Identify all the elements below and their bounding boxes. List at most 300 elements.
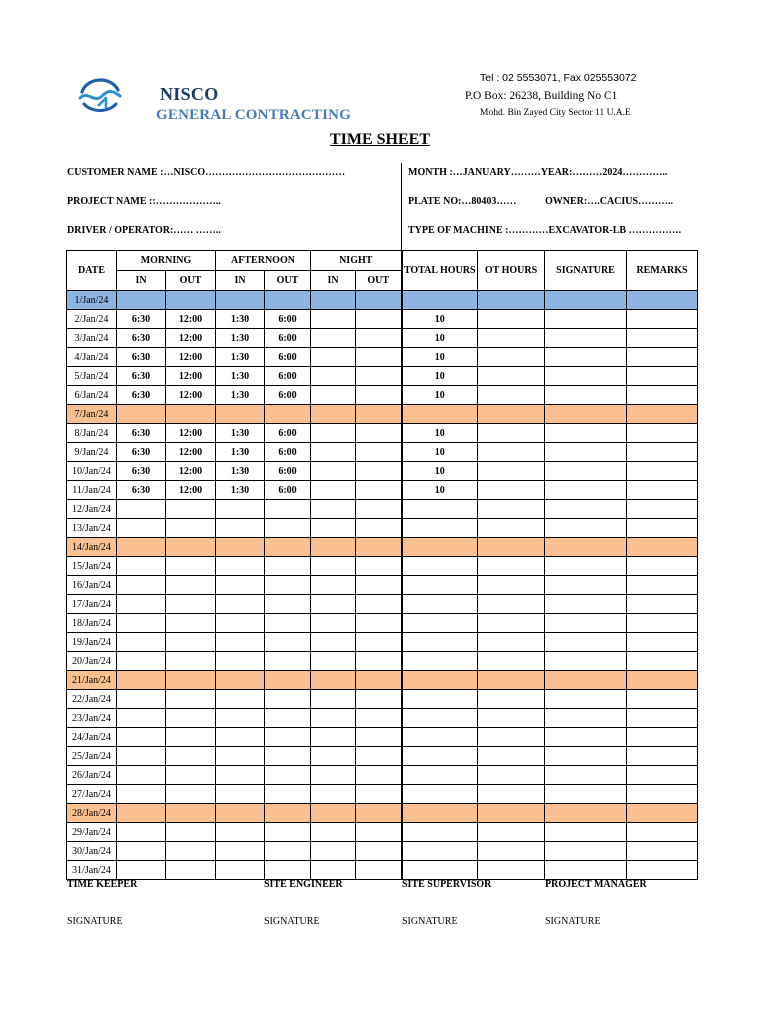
cell-signature: [545, 481, 627, 500]
cell-night-in: [311, 690, 356, 709]
cell-date: 20/Jan/24: [67, 652, 117, 671]
cell-afternoon-out: [265, 785, 311, 804]
cell-total-hours: [402, 861, 478, 880]
table-row: [67, 424, 698, 443]
cell-morning-in: 6:30: [117, 462, 166, 481]
cell-ot-hours: [478, 538, 545, 557]
table-row: [67, 443, 698, 462]
cell-morning-in: [117, 538, 166, 557]
cell-morning-in: 6:30: [117, 367, 166, 386]
cell-ot-hours: [478, 481, 545, 500]
cell-afternoon-in: [216, 519, 265, 538]
cell-signature: [545, 500, 627, 519]
cell-date: 6/Jan/24: [67, 386, 117, 405]
cell-total-hours: [402, 291, 478, 310]
cell-morning-in: 6:30: [117, 386, 166, 405]
cell-date: 18/Jan/24: [67, 614, 117, 633]
cell-night-out: [356, 804, 402, 823]
cell-afternoon-in: [216, 614, 265, 633]
cell-total-hours: [402, 709, 478, 728]
cell-remarks: [627, 386, 698, 405]
driver-operator-field: DRIVER / OPERATOR:…… ……..: [67, 225, 221, 236]
cell-afternoon-in: [216, 405, 265, 424]
cell-afternoon-out: 6:00: [265, 329, 311, 348]
cell-afternoon-in: 1:30: [216, 481, 265, 500]
cell-date: 10/Jan/24: [67, 462, 117, 481]
cell-ot-hours: [478, 709, 545, 728]
cell-signature: [545, 462, 627, 481]
info-divider: [401, 163, 402, 250]
cell-date: 1/Jan/24: [67, 291, 117, 310]
cell-morning-in: [117, 519, 166, 538]
cell-morning-out: 12:00: [166, 348, 216, 367]
cell-afternoon-out: [265, 614, 311, 633]
table-row: [67, 614, 698, 633]
site-engineer-signature: SIGNATURE: [264, 916, 320, 927]
cell-morning-in: [117, 709, 166, 728]
cell-morning-in: [117, 766, 166, 785]
cell-signature: [545, 367, 627, 386]
header-morning-in: IN: [117, 271, 166, 291]
cell-morning-in: 6:30: [117, 481, 166, 500]
cell-afternoon-out: 6:00: [265, 310, 311, 329]
cell-night-in: [311, 386, 356, 405]
table-row: [67, 557, 698, 576]
cell-morning-in: [117, 861, 166, 880]
cell-night-in: [311, 595, 356, 614]
cell-night-out: [356, 462, 402, 481]
cell-remarks: [627, 424, 698, 443]
cell-signature: [545, 310, 627, 329]
cell-night-out: [356, 386, 402, 405]
cell-morning-in: [117, 614, 166, 633]
table-row: [67, 310, 698, 329]
cell-morning-out: [166, 823, 216, 842]
cell-afternoon-out: 6:00: [265, 348, 311, 367]
cell-morning-in: 6:30: [117, 443, 166, 462]
cell-night-in: [311, 709, 356, 728]
cell-morning-in: [117, 405, 166, 424]
cell-ot-hours: [478, 690, 545, 709]
table-row: [67, 823, 698, 842]
cell-morning-out: [166, 519, 216, 538]
header-morning: MORNING: [117, 251, 216, 271]
cell-night-in: [311, 652, 356, 671]
cell-ot-hours: [478, 766, 545, 785]
site-engineer-label: SITE ENGINEER: [264, 879, 343, 890]
cell-date: 23/Jan/24: [67, 709, 117, 728]
cell-total-hours: [402, 671, 478, 690]
cell-remarks: [627, 690, 698, 709]
cell-total-hours: 10: [402, 310, 478, 329]
cell-afternoon-in: [216, 842, 265, 861]
cell-night-out: [356, 557, 402, 576]
cell-signature: [545, 443, 627, 462]
cell-ot-hours: [478, 424, 545, 443]
cell-afternoon-in: [216, 861, 265, 880]
cell-afternoon-in: [216, 747, 265, 766]
cell-ot-hours: [478, 405, 545, 424]
cell-morning-out: [166, 690, 216, 709]
cell-night-in: [311, 728, 356, 747]
cell-afternoon-in: [216, 576, 265, 595]
table-row: [67, 519, 698, 538]
cell-night-out: [356, 728, 402, 747]
cell-ot-hours: [478, 443, 545, 462]
cell-morning-out: [166, 652, 216, 671]
cell-ot-hours: [478, 804, 545, 823]
cell-night-out: [356, 405, 402, 424]
cell-date: 24/Jan/24: [67, 728, 117, 747]
cell-total-hours: [402, 557, 478, 576]
cell-night-out: [356, 329, 402, 348]
cell-afternoon-in: 1:30: [216, 443, 265, 462]
cell-night-in: [311, 633, 356, 652]
cell-date: 15/Jan/24: [67, 557, 117, 576]
cell-afternoon-in: [216, 785, 265, 804]
cell-remarks: [627, 557, 698, 576]
cell-morning-in: [117, 652, 166, 671]
table-row: [67, 728, 698, 747]
cell-afternoon-out: [265, 766, 311, 785]
cell-morning-out: [166, 709, 216, 728]
cell-total-hours: [402, 614, 478, 633]
table-row: [67, 500, 698, 519]
cell-signature: [545, 348, 627, 367]
cell-afternoon-in: 1:30: [216, 329, 265, 348]
cell-night-out: [356, 614, 402, 633]
header-night-out: OUT: [356, 271, 402, 291]
cell-morning-out: [166, 747, 216, 766]
table-row: [67, 861, 698, 880]
cell-signature: [545, 842, 627, 861]
cell-signature: [545, 424, 627, 443]
cell-signature: [545, 405, 627, 424]
cell-remarks: [627, 538, 698, 557]
cell-signature: [545, 785, 627, 804]
cell-night-in: [311, 405, 356, 424]
header-afternoon-in: IN: [216, 271, 265, 291]
cell-morning-in: [117, 633, 166, 652]
cell-morning-out: [166, 671, 216, 690]
cell-ot-hours: [478, 842, 545, 861]
cell-afternoon-out: 6:00: [265, 443, 311, 462]
cell-ot-hours: [478, 348, 545, 367]
cell-date: 5/Jan/24: [67, 367, 117, 386]
cell-afternoon-in: [216, 690, 265, 709]
cell-afternoon-out: [265, 728, 311, 747]
cell-date: 28/Jan/24: [67, 804, 117, 823]
cell-night-in: [311, 804, 356, 823]
cell-date: 8/Jan/24: [67, 424, 117, 443]
cell-total-hours: 10: [402, 462, 478, 481]
cell-morning-out: [166, 500, 216, 519]
cell-night-out: [356, 519, 402, 538]
cell-night-in: [311, 462, 356, 481]
cell-ot-hours: [478, 329, 545, 348]
project-manager-label: PROJECT MANAGER: [545, 879, 647, 890]
cell-afternoon-out: [265, 519, 311, 538]
cell-total-hours: [402, 405, 478, 424]
cell-total-hours: [402, 652, 478, 671]
cell-remarks: [627, 576, 698, 595]
cell-night-out: [356, 500, 402, 519]
cell-afternoon-out: [265, 405, 311, 424]
cell-ot-hours: [478, 576, 545, 595]
cell-morning-in: [117, 690, 166, 709]
company-subtitle: GENERAL CONTRACTING: [156, 107, 352, 123]
cell-morning-in: [117, 785, 166, 804]
cell-night-out: [356, 367, 402, 386]
cell-total-hours: 10: [402, 424, 478, 443]
cell-night-in: [311, 500, 356, 519]
time-keeper-signature: SIGNATURE: [67, 916, 123, 927]
table-row: [67, 405, 698, 424]
cell-night-out: [356, 576, 402, 595]
cell-night-out: [356, 823, 402, 842]
cell-ot-hours: [478, 462, 545, 481]
cell-night-in: [311, 823, 356, 842]
cell-afternoon-in: [216, 291, 265, 310]
table-row: [67, 747, 698, 766]
cell-ot-hours: [478, 310, 545, 329]
cell-afternoon-out: 6:00: [265, 481, 311, 500]
cell-total-hours: [402, 500, 478, 519]
month-year-field: MONTH :…JANUARY………YEAR:………2024…………..: [408, 167, 668, 178]
cell-morning-in: 6:30: [117, 348, 166, 367]
cell-night-in: [311, 766, 356, 785]
cell-signature: [545, 595, 627, 614]
cell-remarks: [627, 747, 698, 766]
cell-morning-out: [166, 785, 216, 804]
cell-signature: [545, 633, 627, 652]
cell-afternoon-out: [265, 652, 311, 671]
cell-afternoon-in: 1:30: [216, 462, 265, 481]
page-title: TIME SHEET: [329, 131, 431, 148]
cell-night-out: [356, 481, 402, 500]
time-keeper-label: TIME KEEPER: [67, 879, 138, 890]
cell-night-out: [356, 861, 402, 880]
header-night-in: IN: [311, 271, 356, 291]
cell-morning-in: [117, 823, 166, 842]
cell-ot-hours: [478, 652, 545, 671]
cell-afternoon-in: 1:30: [216, 310, 265, 329]
cell-afternoon-out: 6:00: [265, 367, 311, 386]
cell-night-out: [356, 766, 402, 785]
cell-afternoon-out: [265, 709, 311, 728]
cell-night-out: [356, 690, 402, 709]
cell-night-out: [356, 785, 402, 804]
cell-date: 13/Jan/24: [67, 519, 117, 538]
cell-ot-hours: [478, 633, 545, 652]
cell-remarks: [627, 595, 698, 614]
cell-remarks: [627, 709, 698, 728]
table-row: [67, 633, 698, 652]
cell-afternoon-in: [216, 823, 265, 842]
cell-night-in: [311, 348, 356, 367]
project-manager-signature: SIGNATURE: [545, 916, 601, 927]
machine-type-field: TYPE OF MACHINE :…………EXCAVATOR-LB …………….: [408, 225, 682, 236]
cell-ot-hours: [478, 785, 545, 804]
nisco-logo-icon: [76, 74, 124, 118]
cell-night-in: [311, 367, 356, 386]
cell-night-in: [311, 557, 356, 576]
cell-morning-in: [117, 804, 166, 823]
cell-date: 16/Jan/24: [67, 576, 117, 595]
table-row: [67, 690, 698, 709]
cell-night-in: [311, 747, 356, 766]
cell-night-in: [311, 443, 356, 462]
cell-ot-hours: [478, 557, 545, 576]
table-row: [67, 804, 698, 823]
cell-night-in: [311, 671, 356, 690]
cell-morning-in: [117, 728, 166, 747]
cell-signature: [545, 823, 627, 842]
cell-afternoon-in: [216, 766, 265, 785]
cell-total-hours: [402, 538, 478, 557]
cell-date: 2/Jan/24: [67, 310, 117, 329]
header-date: DATE: [67, 251, 117, 291]
cell-total-hours: [402, 576, 478, 595]
cell-night-in: [311, 614, 356, 633]
cell-afternoon-out: [265, 576, 311, 595]
cell-ot-hours: [478, 671, 545, 690]
cell-afternoon-in: [216, 709, 265, 728]
cell-night-out: [356, 443, 402, 462]
cell-afternoon-out: [265, 291, 311, 310]
cell-afternoon-out: 6:00: [265, 424, 311, 443]
cell-total-hours: [402, 747, 478, 766]
cell-remarks: [627, 443, 698, 462]
cell-night-out: [356, 671, 402, 690]
cell-signature: [545, 519, 627, 538]
cell-remarks: [627, 519, 698, 538]
cell-afternoon-in: [216, 633, 265, 652]
company-name: NISCO: [160, 84, 219, 104]
cell-afternoon-out: [265, 690, 311, 709]
cell-afternoon-out: [265, 633, 311, 652]
header-night: NIGHT: [311, 251, 402, 271]
cell-remarks: [627, 500, 698, 519]
cell-morning-in: [117, 671, 166, 690]
cell-signature: [545, 728, 627, 747]
cell-ot-hours: [478, 861, 545, 880]
table-row: [67, 348, 698, 367]
cell-date: 21/Jan/24: [67, 671, 117, 690]
cell-date: 30/Jan/24: [67, 842, 117, 861]
cell-night-in: [311, 519, 356, 538]
cell-afternoon-out: 6:00: [265, 462, 311, 481]
cell-ot-hours: [478, 291, 545, 310]
cell-night-out: [356, 747, 402, 766]
cell-morning-out: [166, 576, 216, 595]
timesheet-table: [66, 250, 698, 880]
table-row: [67, 538, 698, 557]
cell-signature: [545, 652, 627, 671]
cell-night-out: [356, 291, 402, 310]
cell-night-in: [311, 576, 356, 595]
cell-remarks: [627, 842, 698, 861]
cell-date: 4/Jan/24: [67, 348, 117, 367]
cell-afternoon-in: [216, 671, 265, 690]
table-row: [67, 766, 698, 785]
cell-afternoon-out: [265, 538, 311, 557]
cell-night-in: [311, 329, 356, 348]
cell-morning-out: 12:00: [166, 462, 216, 481]
cell-total-hours: 10: [402, 329, 478, 348]
cell-afternoon-in: 1:30: [216, 367, 265, 386]
table-row: [67, 842, 698, 861]
cell-remarks: [627, 481, 698, 500]
cell-afternoon-in: [216, 595, 265, 614]
cell-morning-out: 12:00: [166, 424, 216, 443]
cell-signature: [545, 386, 627, 405]
cell-remarks: [627, 291, 698, 310]
cell-ot-hours: [478, 823, 545, 842]
cell-total-hours: [402, 785, 478, 804]
cell-morning-out: [166, 633, 216, 652]
cell-ot-hours: [478, 519, 545, 538]
cell-morning-in: 6:30: [117, 424, 166, 443]
cell-night-in: [311, 424, 356, 443]
cell-ot-hours: [478, 595, 545, 614]
cell-morning-in: [117, 291, 166, 310]
table-row: [67, 595, 698, 614]
cell-ot-hours: [478, 728, 545, 747]
cell-morning-out: [166, 405, 216, 424]
cell-date: 11/Jan/24: [67, 481, 117, 500]
header-signature: SIGNATURE: [545, 251, 627, 291]
site-supervisor-signature: SIGNATURE: [402, 916, 458, 927]
table-row: [67, 709, 698, 728]
cell-date: 19/Jan/24: [67, 633, 117, 652]
cell-ot-hours: [478, 747, 545, 766]
cell-night-in: [311, 481, 356, 500]
header-total-hours: TOTAL HOURS: [402, 251, 478, 291]
cell-signature: [545, 329, 627, 348]
cell-afternoon-in: [216, 728, 265, 747]
table-row: [67, 367, 698, 386]
cell-date: 17/Jan/24: [67, 595, 117, 614]
cell-morning-in: [117, 500, 166, 519]
cell-morning-out: [166, 538, 216, 557]
cell-morning-out: [166, 728, 216, 747]
cell-afternoon-in: [216, 804, 265, 823]
table-row: [67, 386, 698, 405]
table-row: [67, 671, 698, 690]
cell-morning-in: [117, 576, 166, 595]
cell-afternoon-out: [265, 823, 311, 842]
cell-morning-out: [166, 595, 216, 614]
project-name-field: PROJECT NAME ::………………..: [67, 196, 221, 207]
cell-total-hours: [402, 633, 478, 652]
cell-signature: [545, 671, 627, 690]
cell-remarks: [627, 614, 698, 633]
cell-morning-out: [166, 842, 216, 861]
cell-night-out: [356, 633, 402, 652]
cell-morning-out: [166, 766, 216, 785]
cell-date: 29/Jan/24: [67, 823, 117, 842]
cell-signature: [545, 690, 627, 709]
header-ot-hours: OT HOURS: [478, 251, 545, 291]
header-remarks: REMARKS: [627, 251, 698, 291]
cell-afternoon-in: [216, 500, 265, 519]
table-row: [67, 785, 698, 804]
cell-total-hours: 10: [402, 481, 478, 500]
cell-signature: [545, 747, 627, 766]
cell-afternoon-out: [265, 500, 311, 519]
table-row: [67, 329, 698, 348]
